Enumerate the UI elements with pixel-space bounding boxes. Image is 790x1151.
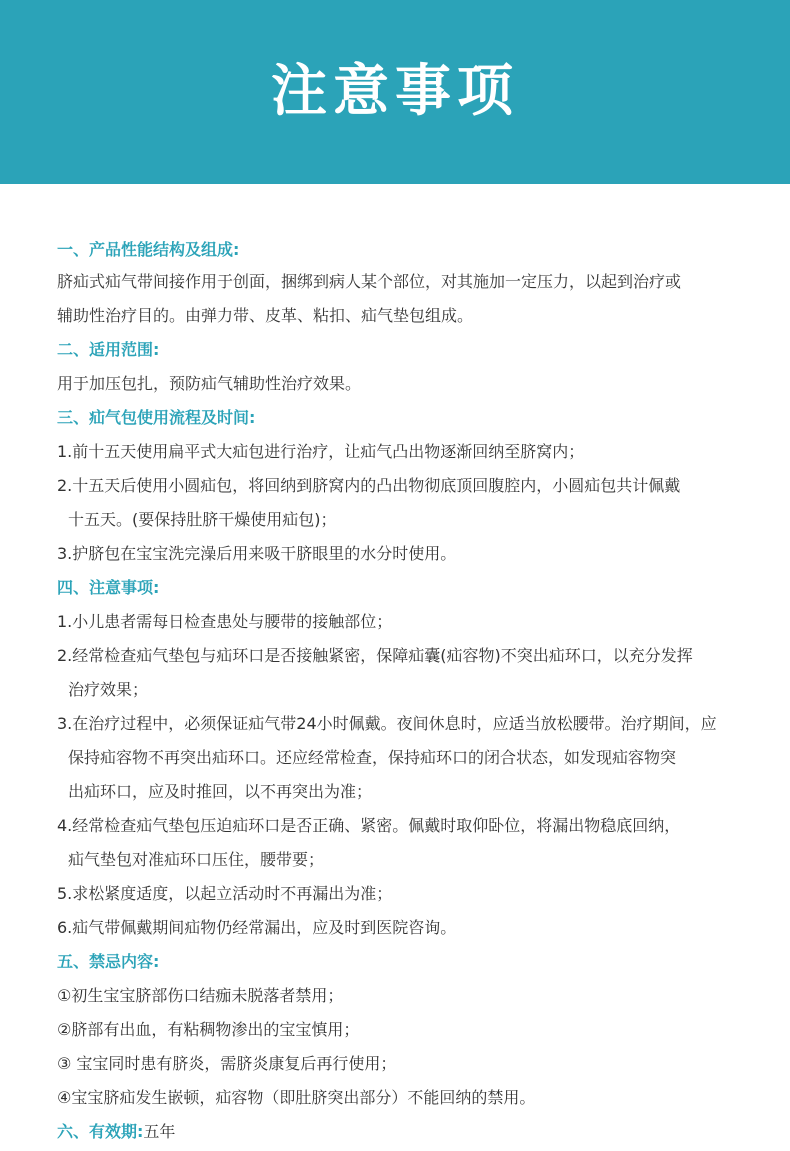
section-heading-text: 六、有效期:: [57, 1122, 144, 1141]
list-item-line: 5.求松紧度适度，以起立活动时不再漏出为准；: [57, 884, 393, 903]
page-title: 注意事项: [271, 59, 519, 124]
paragraph-line: 用于加压包扎，预防疝气辅助性治疗效果。: [57, 374, 362, 393]
section-heading: [57, 945, 757, 979]
section-heading-text: 五、禁忌内容:: [57, 952, 160, 971]
section-heading: [57, 234, 757, 265]
list-item-line: 十五天。(要保持肚脐干燥使用疝包)；: [68, 510, 337, 529]
list-item-line: ①初生宝宝脐部伤口结痂未脱落者禁用；: [57, 986, 344, 1005]
section-heading-text: 一、产品性能结构及组成:: [57, 240, 240, 259]
validity-period-value: 五年: [143, 1122, 176, 1141]
list-item-line: 3.护脐包在宝宝洗完澡后用来吸干脐眼里的水分时使用。: [57, 544, 457, 563]
section-heading: [57, 571, 757, 605]
section-heading-text: 二、适用范围:: [57, 340, 160, 359]
list-item-line: 2.十五天后使用小圆疝包，将回纳到脐窝内的凸出物彻底顶回腹腔内，小圆疝包共计佩戴: [57, 476, 681, 495]
list-item-line: 1.小儿患者需每日检查患处与腰带的接触部位；: [57, 612, 393, 631]
title-banner: [0, 0, 790, 184]
section-heading-text: 四、注意事项:: [57, 578, 160, 597]
paragraph-line: 辅助性治疗目的。由弹力带、皮革、粘扣、疝气垫包组成。: [57, 306, 474, 325]
section-heading: [57, 333, 757, 367]
list-item-line: 6.疝气带佩戴期间疝物仍经常漏出，应及时到医院咨询。: [57, 918, 457, 937]
list-item-line: 保持疝容物不再突出疝环口。还应经常检查，保持疝环口的闭合状态，如发现疝容物突: [68, 748, 677, 767]
list-item-line: 4.经常检查疝气垫包压迫疝环口是否正确、紧密。佩戴时取仰卧位，将漏出物稳底回纳，: [57, 816, 681, 835]
list-item-line: 出疝环口，应及时推回，以不再突出为准；: [68, 782, 373, 801]
list-item-line: ②脐部有出血，有粘稠物渗出的宝宝慎用；: [57, 1020, 360, 1039]
list-item-line: 疝气垫包对准疝环口压住，腰带要；: [68, 850, 325, 869]
section-heading: [57, 1115, 757, 1149]
section-heading-text: 三、疝气包使用流程及时间:: [57, 408, 256, 427]
list-item-line: 2.经常检查疝气垫包与疝环口是否接触紧密，保障疝囊(疝容物)不突出疝环口，以充分发挥: [57, 646, 693, 665]
list-item-line: 1.前十五天使用扁平式大疝包进行治疗，让疝气凸出物逐渐回纳至脐窝内；: [57, 442, 585, 461]
list-item-line: 3.在治疗过程中，必须保证疝气带24小时佩戴。夜间休息时，应适当放松腰带。治疗期间，应: [57, 714, 717, 733]
instructions-body: [57, 234, 757, 1149]
paragraph-line: 脐疝式疝气带间接作用于创面，捆绑到病人某个部位，对其施加一定压力，以起到治疗或: [57, 272, 682, 291]
list-item-line: ④宝宝脐疝发生嵌顿，疝容物（即肚脐突出部分）不能回纳的禁用。: [57, 1088, 536, 1107]
section-heading: [57, 401, 757, 435]
list-item-line: ③ 宝宝同时患有脐炎，需脐炎康复后再行使用；: [57, 1054, 397, 1073]
list-item-line: 治疗效果；: [68, 680, 149, 699]
